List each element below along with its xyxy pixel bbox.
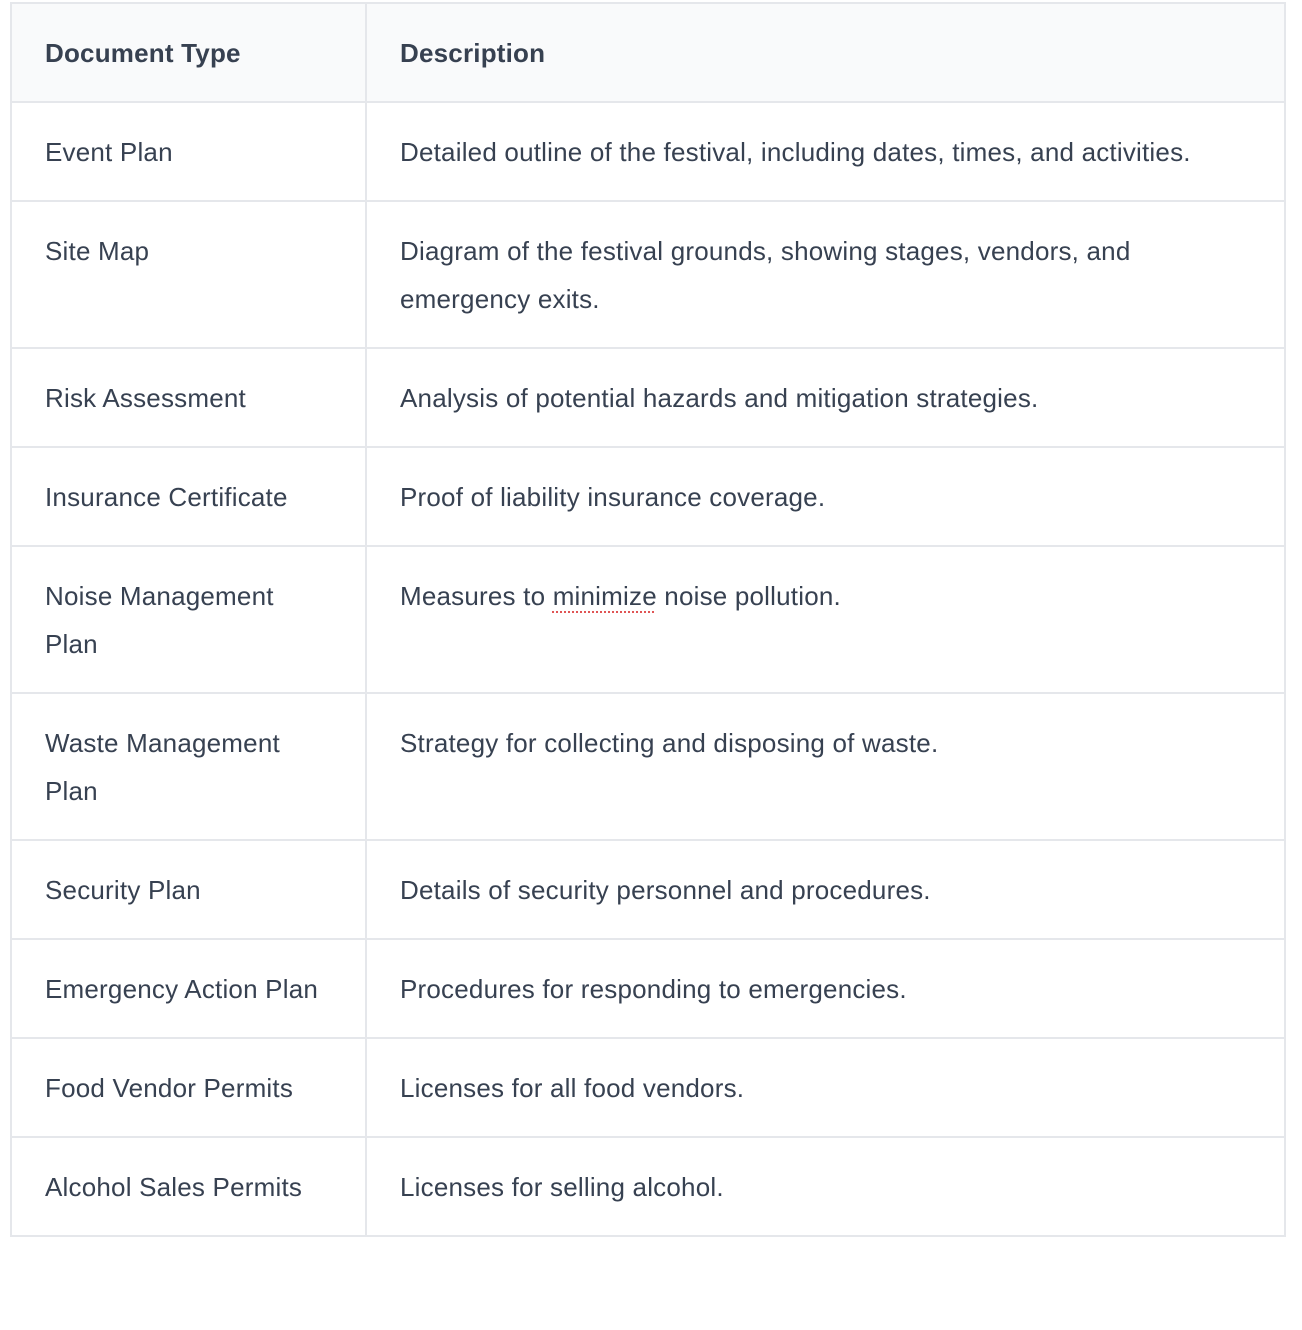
table-body (11, 102, 1285, 1236)
cell-document-type: Risk Assessment (11, 348, 366, 447)
cell-document-type: Insurance Certificate (11, 447, 366, 546)
cell-description: Procedures for responding to emergencies. (366, 939, 1285, 1038)
description-text: Measures to (400, 581, 553, 611)
cell-document-type: Noise Management Plan (11, 546, 366, 693)
table-row (11, 939, 1285, 1038)
header-row (11, 3, 1285, 102)
header-document-type: Document Type (11, 3, 366, 102)
cell-description: Analysis of potential hazards and mitigation strategies. (366, 348, 1285, 447)
spellcheck-flagged-word[interactable]: minimize (552, 581, 657, 611)
cell-document-type: Food Vendor Permits (11, 1038, 366, 1137)
table-header (11, 3, 1285, 102)
table-row (11, 546, 1285, 693)
table-row (11, 447, 1285, 546)
document-table-container (10, 2, 1284, 1237)
document-table (10, 2, 1286, 1237)
cell-document-type: Alcohol Sales Permits (11, 1137, 366, 1236)
table-row (11, 693, 1285, 840)
cell-document-type: Event Plan (11, 102, 366, 201)
description-text: noise pollution. (656, 581, 841, 611)
cell-document-type: Waste Management Plan (11, 693, 366, 840)
cell-description: Diagram of the festival grounds, showing stages, vendors, and emergency exits. (366, 201, 1285, 348)
table-row (11, 840, 1285, 939)
table-row (11, 1137, 1285, 1236)
table-row (11, 1038, 1285, 1137)
cell-description: Licenses for all food vendors. (366, 1038, 1285, 1137)
cell-document-type: Emergency Action Plan (11, 939, 366, 1038)
table-row (11, 102, 1285, 201)
cell-description: Licenses for selling alcohol. (366, 1137, 1285, 1236)
cell-document-type: Site Map (11, 201, 366, 348)
header-description: Description (366, 3, 1285, 102)
table-row (11, 348, 1285, 447)
cell-description: Proof of liability insurance coverage. (366, 447, 1285, 546)
cell-document-type: Security Plan (11, 840, 366, 939)
table-row (11, 201, 1285, 348)
cell-description: Detailed outline of the festival, including dates, times, and activities. (366, 102, 1285, 201)
cell-description: Strategy for collecting and disposing of waste. (366, 693, 1285, 840)
cell-description: Details of security personnel and procedures. (366, 840, 1285, 939)
cell-description (366, 546, 1285, 693)
